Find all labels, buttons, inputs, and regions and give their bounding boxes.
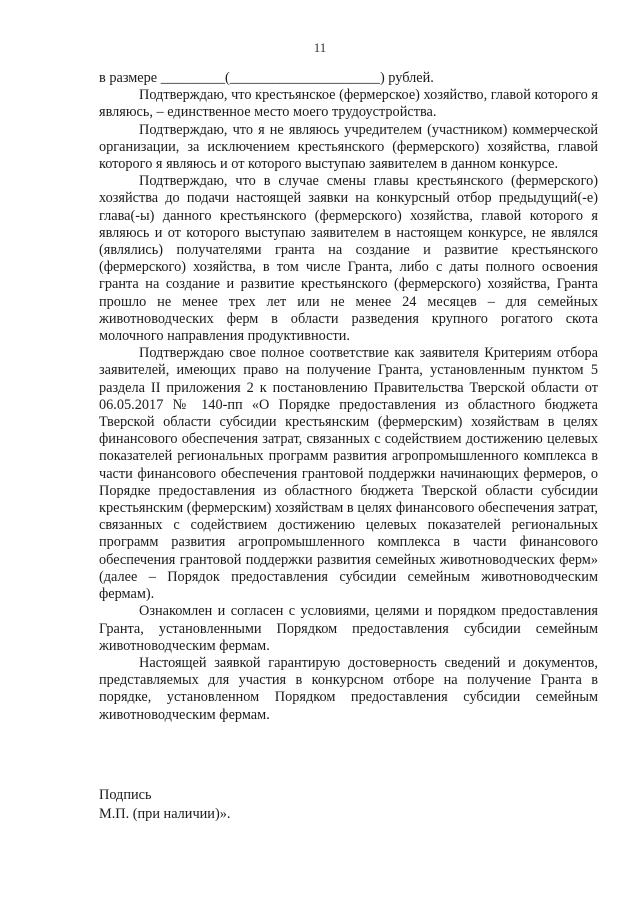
signature-label: Подпись [99, 787, 152, 803]
seal-label: М.П. (при наличии)». [99, 805, 231, 822]
paragraph-not-founder: Подтверждаю, что я не являюсь учредителем (участником) коммерческой организации, за исключением крестьянского (фермерского) хозяйства, главой которого я являюсь и от которого выступаю заявителем в данном конкурсе. [99, 121, 598, 173]
paragraph-head-change: Подтверждаю, что в случае смены главы крестьянского (фермерского) хозяйства до подачи настоящей заявки на конкурсный отбор предыдущий(-е) глава(-ы) данного крестьянского (фермерского) хозяйства, главой которого я являюсь и от которого выступаю заявителем в настоящем конкурсе, не являлся (являлись) получателями гранта на создание и развитие крестьянского (фермерского) хозяйства, в том числе Гранта, либо с даты полного освоения гранта на создание и развитие крестьянского (фермерского) хозяйства, Гранта прошло не менее трех лет или не менее 24 месяцев – для семейных животноводческих ферм в области разведения крупного рогатого скота молочного направления продуктивности. [99, 173, 598, 345]
document-body [99, 70, 598, 724]
amount-line: в размере _________(_____________________) рублей. [99, 70, 434, 86]
paragraph-criteria-compliance: Подтверждаю свое полное соответствие как заявителя Критериям отбора заявителей, имеющих право на получение Гранта, установленным пунктом 5 раздела II приложения 2 к постановлению Правительства Тверской области от 06.05.2017 № 140-пп «О Порядке предоставления из областного бюджета Тверской области субсидии крестьянским (фермерским) хозяйствам в целях финансового обеспечения затрат, связанных с содействием достижению целевых показателей региональных программ развития агропромышленного комплекса в части финансового обеспечения грантовой поддержки начинающих фермеров, о Порядке предоставления из областного бюджета Тверской области субсидии крестьянским (фермерским) хозяйствам в целях финансового обеспечения затрат, связанных с содействием достижению целевых показателей региональных программ развития агропромышленного комплекса в части финансового обеспечения грантовой поддержки развития семейных животноводческих ферм» (далее – Порядок предоставления субсидии семейным животноводческим фермам). [99, 345, 598, 603]
paragraph-sole-employment: Подтверждаю, что крестьянское (фермерское) хозяйство, главой которого я являюсь, – единственное место моего трудоустройства. [99, 87, 598, 121]
page-number: 11 [313, 40, 327, 55]
paragraph-acknowledgement: Ознакомлен и согласен с условиями, целями и порядком предоставления Гранта, установленными Порядком предоставления субсидии семейным животноводческим фермам. [99, 603, 598, 654]
signature-block [99, 786, 230, 823]
paragraph-guarantee: Настоящей заявкой гарантирую достоверность сведений и документов, представляемых для участия в конкурсном отборе на получение Гранта в порядке, установленном Порядком предоставления субсидии семейным животноводческим фермам. [99, 654, 598, 723]
